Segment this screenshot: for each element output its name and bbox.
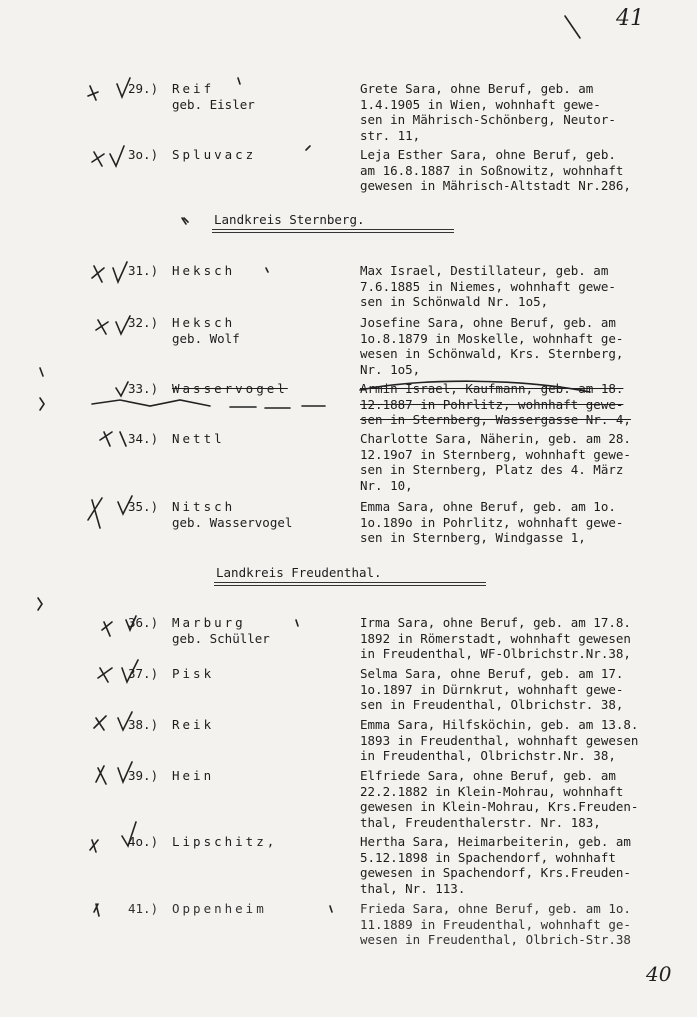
entry-surname: Reif (172, 81, 215, 96)
entry-description: Selma Sara, ohne Beruf, geb. am 17. 1o.1897 in Dürnkrut, wohnhaft gewe- sen in Freudenthal, Olbrichstr. 38, (360, 666, 624, 712)
entry-number: 38.) (128, 717, 159, 732)
entry-description: Josefine Sara, ohne Beruf, geb. am 1o.8.1879 in Moskelle, wohnhaft ge- wesen in Schönwald, Krs. Sternberg, Nr. 1o5, (360, 315, 624, 377)
entry-surname: Heksch (172, 263, 236, 278)
entry-surname: Wasservogel (172, 381, 288, 396)
strike-wave-33 (92, 400, 325, 408)
entry-surname: Hein (172, 768, 215, 783)
entry-number: 3o.) (128, 147, 159, 162)
section-title: Landkreis Freudenthal. (216, 565, 382, 580)
entry-number: 31.) (128, 263, 159, 278)
entry-number: 41.) (128, 901, 159, 916)
entry-birth-name: geb. Schüller (172, 630, 270, 646)
entry-description: Grete Sara, ohne Beruf, geb. am 1.4.1905 in Wien, wohnhaft gewe- sen in Mährisch-Schönberg, Neutor- str. 11, (360, 81, 616, 143)
entry-number: 32.) (128, 315, 159, 330)
entry-surname: Nettl (172, 431, 225, 446)
check-mark-30 (92, 146, 124, 166)
entry-description: Hertha Sara, Heimarbeiterin, geb. am 5.12.1898 in Spachendorf, wohnhaft gewesen in Spachendorf, Krs.Freuden- thal, Nr. 113. (360, 834, 631, 896)
check-mark-34 (100, 432, 126, 446)
name-tick-29 (238, 78, 240, 84)
section-tick (182, 218, 188, 224)
check-mark-38 (94, 712, 132, 730)
entry-number: 33.) (128, 381, 159, 396)
entry-description: Charlotte Sara, Näherin, geb. am 28. 12.19o7 in Sternberg, wohnhaft gewe- sen in Sternberg, Platz des 4. März Nr. 10, (360, 431, 631, 493)
check-mark-29 (88, 78, 130, 100)
check-mark-41 (94, 904, 99, 916)
margin-mark-2 (40, 398, 44, 410)
entry-description: Irma Sara, ohne Beruf, geb. am 17.8. 1892 in Römerstadt, wohnhaft gewesen in Freudenthal, WF-Olbrichstr.Nr.38, (360, 615, 631, 661)
entry-number: 4o.) (128, 834, 159, 849)
entry-surname: Oppenheim (172, 901, 267, 916)
entry-birth-name: geb. Eisler (172, 96, 255, 112)
entry-description: Armin Israel, Kaufmann, geb. am 18. 12.1887 in Pohrlitz, wohnhaft gewe- sen in Sternberg, Wassergasse Nr. 4, (360, 381, 631, 427)
entry-description: Elfriede Sara, ohne Beruf, geb. am 22.2.1882 in Klein-Mohrau, wohnhaft gewesen in Klein-Mohrau, Krs.Freuden- thal, Freudenthalerstr. Nr. 183, (360, 768, 639, 830)
handwritten-page-number-top: 41 (616, 6, 644, 31)
name-tick-36 (296, 620, 298, 626)
entry-surname: Heksch (172, 315, 236, 330)
entry-description: Max Israel, Destillateur, geb. am 7.6.1885 in Niemes, wohnhaft gewe- sen in Schönwald Nr. 1o5, (360, 263, 616, 309)
entry-number: 35.) (128, 499, 159, 514)
entry-description: Emma Sara, Hilfsköchin, geb. am 13.8. 1893 in Freudenthal, wohnhaft gewesen in Freudenthal, Olbrichstr.Nr. 38, (360, 717, 639, 763)
check-mark-33 (116, 382, 128, 396)
entry-surname: Pisk (172, 666, 215, 681)
check-mark-39 (96, 762, 132, 784)
entry-number: 29.) (128, 81, 159, 96)
entry-surname: Nitsch (172, 499, 236, 514)
margin-mark-1 (40, 368, 43, 376)
top-corner-stroke (565, 16, 580, 38)
margin-mark-3 (38, 598, 42, 610)
check-mark-31 (92, 262, 127, 282)
section-double-rule (212, 229, 454, 233)
entry-surname: Reik (172, 717, 215, 732)
entry-number: 39.) (128, 768, 159, 783)
name-tick-31 (266, 268, 268, 272)
entry-surname: Lipschitz, (172, 834, 278, 849)
check-mark-32 (96, 316, 130, 334)
entry-number: 37.) (128, 666, 159, 681)
section-title: Landkreis Sternberg. (214, 212, 365, 227)
entry-surname: Spluvacz (172, 147, 257, 162)
name-tick-30 (306, 146, 310, 150)
entry-description: Frieda Sara, ohne Beruf, geb. am 1o. 11.1889 in Freudenthal, wohnhaft ge- wesen in Freudenthal, Olbrich-Str.38 (360, 901, 631, 947)
section-double-rule (214, 582, 486, 586)
handwritten-page-number-bottom: 40 (646, 962, 672, 986)
entry-birth-name: geb. Wasservogel (172, 514, 293, 530)
name-tick-41 (330, 906, 332, 912)
entry-description: Leja Esther Sara, ohne Beruf, geb. am 16.8.1887 in Soßnowitz, wohnhaft gewesen in Mährisch-Altstadt Nr.286, (360, 147, 631, 193)
entry-surname: Marburg (172, 615, 246, 630)
entry-description: Emma Sara, ohne Beruf, geb. am 1o. 1o.189o in Pohrlitz, wohnhaft gewe- sen in Sternberg, Windgasse 1, (360, 499, 624, 545)
entry-birth-name: geb. Wolf (172, 330, 240, 346)
check-mark-35 (88, 496, 132, 528)
entry-number: 34.) (128, 431, 159, 446)
entry-number: 36.) (128, 615, 159, 630)
